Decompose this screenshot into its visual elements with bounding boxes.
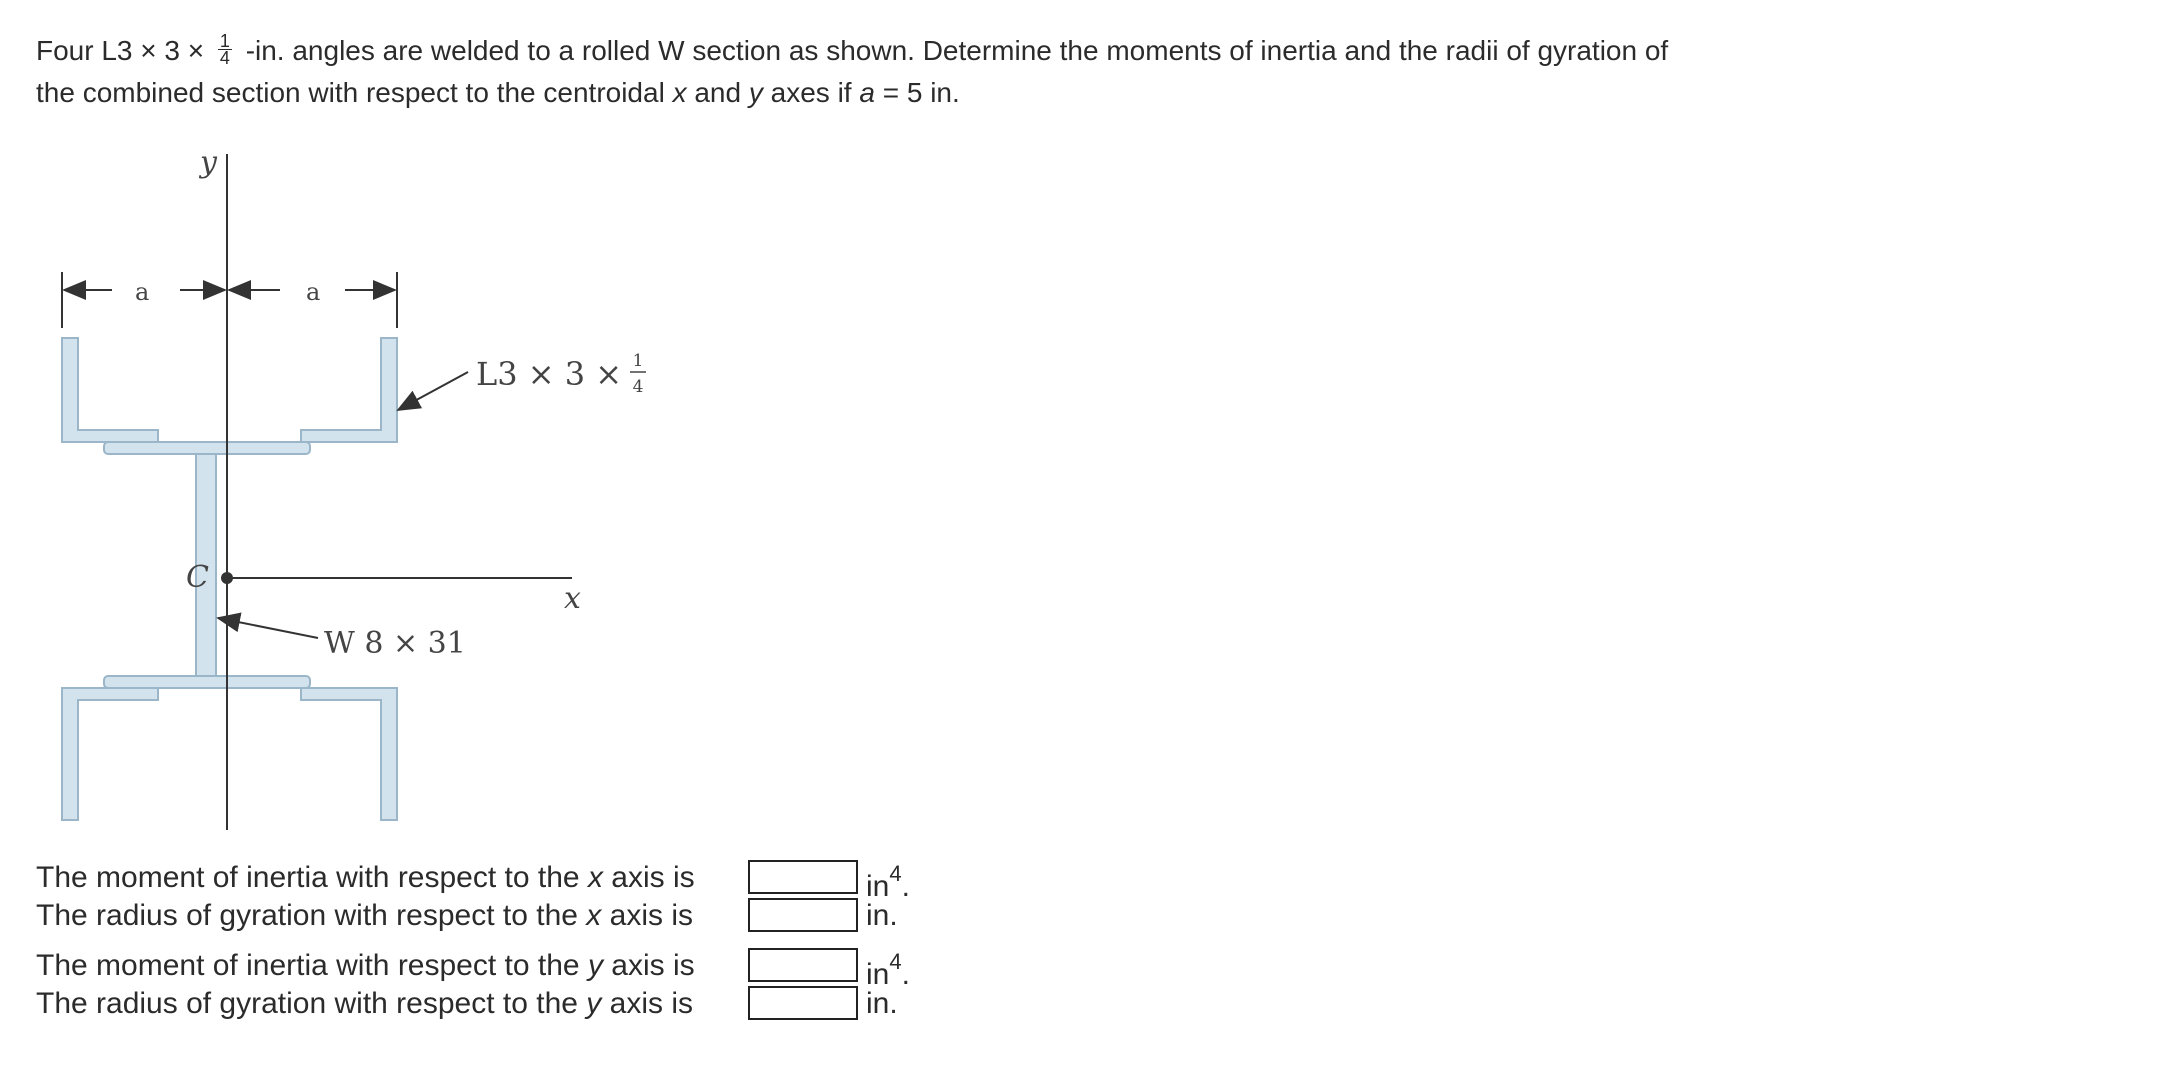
problem-text-1: Four L3 × 3 ×: [36, 35, 205, 66]
problem-text-4: axes if: [770, 77, 852, 108]
w-top-flange: [104, 442, 310, 454]
problem-line-1: [36, 30, 1996, 72]
iy-input[interactable]: [748, 948, 858, 982]
y-axis-label: y: [200, 145, 217, 180]
angle-leader: [398, 372, 468, 410]
answer-row-kx: [36, 896, 898, 936]
centroid-dot: [221, 572, 233, 584]
angle-label: L3 × 3 ×: [476, 355, 623, 393]
section-diagram: [40, 140, 680, 840]
problem-text-5: = 5 in.: [882, 77, 960, 108]
y-variable: y: [748, 77, 763, 108]
fraction-one-quarter: [218, 31, 232, 69]
problem-text-2: -in. angles are welded to a rolled W section as shown. Determine the moments of inertia and the radii of gyration of: [245, 35, 1669, 66]
question-ky: The radius of gyration with respect to the y axis is: [36, 987, 693, 1020]
dim-label-left: a: [135, 278, 150, 306]
angle-fraction-num: 1: [632, 351, 644, 371]
and-word: and: [694, 77, 742, 108]
answer-row-iy: [36, 946, 910, 991]
x-axis-label: x: [564, 581, 581, 616]
ix-input[interactable]: [748, 860, 858, 894]
angle-lower-left: [62, 688, 158, 820]
a-variable: a: [859, 77, 875, 108]
dim-label-right: a: [306, 278, 321, 306]
problem-statement: [36, 30, 1996, 114]
diagram-lines: [62, 154, 572, 830]
centroid-label: C: [186, 560, 209, 595]
question-kx: The radius of gyration with respect to the x axis is: [36, 899, 693, 932]
kx-input[interactable]: [748, 898, 858, 932]
kx-unit: in.: [866, 899, 898, 932]
answer-row-ky: [36, 984, 898, 1024]
w-leader: [218, 618, 318, 638]
w-section-label: W 8 × 31: [324, 626, 466, 661]
iy-unit: $in^4$.: [866, 949, 910, 991]
angle-upper-right: [301, 338, 397, 442]
question-ix: The moment of inertia with respect to the x axis is: [36, 861, 695, 894]
fraction-denominator: 4: [219, 48, 230, 69]
x-variable: x: [672, 77, 687, 108]
section-figure: [40, 140, 680, 840]
w-bottom-flange: [104, 676, 310, 688]
fraction-numerator: 1: [219, 31, 230, 52]
answer-row-ix: [36, 858, 910, 903]
angle-lower-right: [301, 688, 397, 820]
question-iy: The moment of inertia with respect to the y axis is: [36, 949, 695, 982]
problem-line-2: [36, 72, 1996, 114]
problem-text-3: the combined section with respect to the centroidal: [36, 77, 665, 108]
angle-upper-left: [62, 338, 158, 442]
ix-unit: $in^4$.: [866, 861, 910, 903]
angle-fraction-den: 4: [632, 377, 644, 397]
ky-unit: in.: [866, 987, 898, 1020]
ky-input[interactable]: [748, 986, 858, 1020]
